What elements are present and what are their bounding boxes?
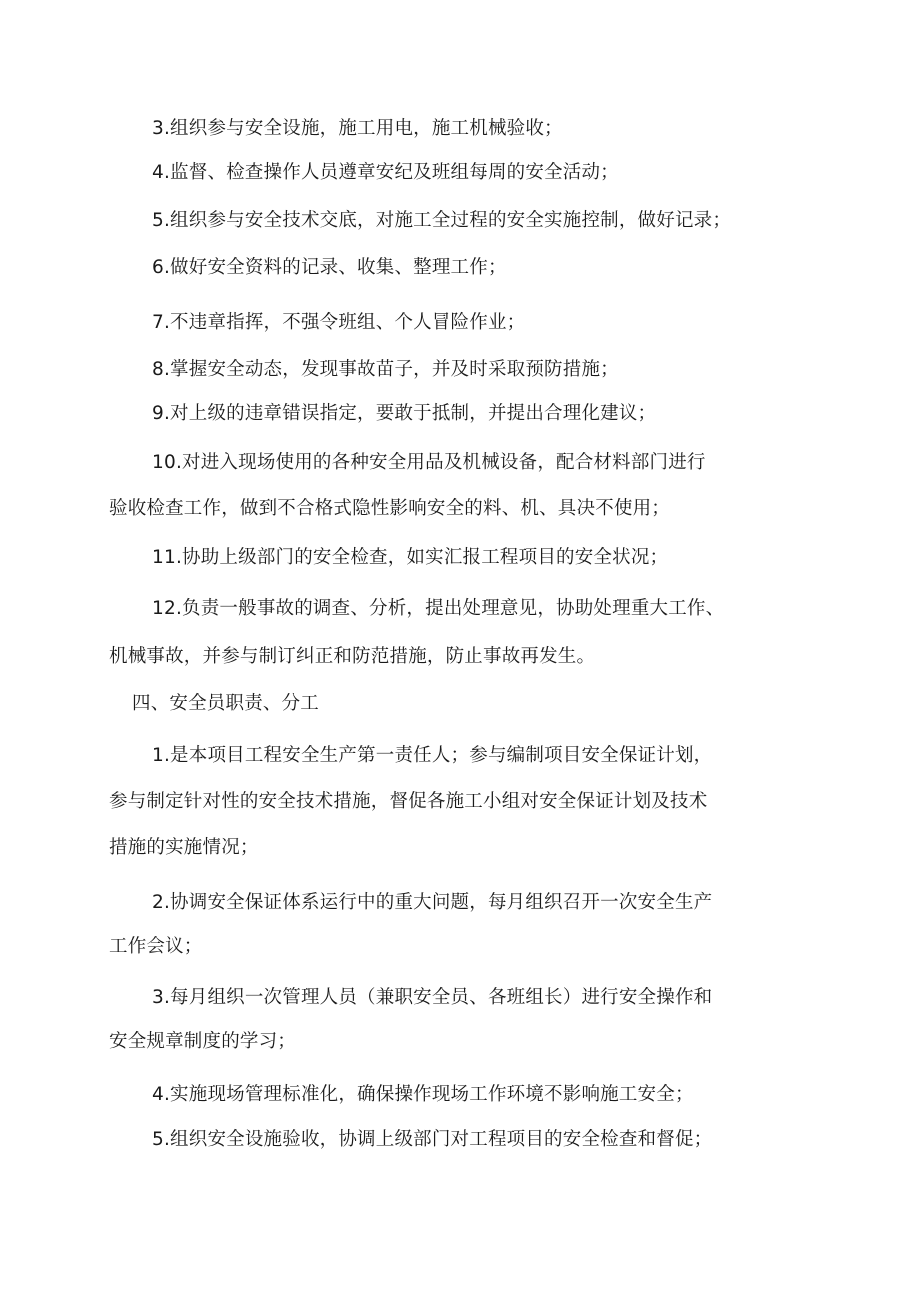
text-line: 3.每月组织一次管理人员（兼职安全员、各班组长）进行安全操作和 <box>152 987 713 1008</box>
text-line: 措施的实施情况； <box>109 837 259 858</box>
text-line: 5.组织参与安全技术交底，对施工全过程的安全实施控制，做好记录； <box>152 210 732 231</box>
text-line: 2.协调安全保证体系运行中的重大问题，每月组织召开一次安全生产 <box>152 892 713 913</box>
text-line: 6.做好安全资料的记录、收集、整理工作； <box>152 257 507 278</box>
text-line: 机械事故，并参与制订纠正和防范措施，防止事故再发生。 <box>109 646 596 667</box>
text-line: 10.对进入现场使用的各种安全用品及机械设备，配合材料部门进行 <box>152 452 706 473</box>
section-heading: 四、安全员职责、分工 <box>132 693 320 714</box>
text-line: 7.不违章指挥，不强令班组、个人冒险作业； <box>152 312 526 333</box>
text-line: 12.负责一般事故的调查、分析，提出处理意见，协助处理重大工作、 <box>152 598 725 619</box>
text-line: 参与制定针对性的安全技术措施，督促各施工小组对安全保证计划及技术 <box>109 791 708 812</box>
text-line: 1.是本项目工程安全生产第一责任人；参与编制项目安全保证计划， <box>152 745 713 766</box>
text-line: 工作会议； <box>109 936 203 957</box>
text-line: 8.掌握安全动态，发现事故苗子，并及时采取预防措施； <box>152 359 619 380</box>
text-line: 4.监督、检查操作人员遵章安纪及班组每周的安全活动； <box>152 162 619 183</box>
text-line: 4.实施现场管理标准化，确保操作现场工作环境不影响施工安全； <box>152 1084 694 1105</box>
text-line: 安全规章制度的学习； <box>109 1031 297 1052</box>
text-line: 验收检查工作，做到不合格式隐性影响安全的料、机、具决不使用； <box>109 498 671 519</box>
text-line: 3.组织参与安全设施，施工用电，施工机械验收； <box>152 118 563 139</box>
text-line: 5.组织安全设施验收，协调上级部门对工程项目的安全检查和督促； <box>152 1129 713 1150</box>
text-line: 9.对上级的违章错误指定，要敢于抵制，并提出合理化建议； <box>152 403 657 424</box>
text-line: 11.协助上级部门的安全检查，如实汇报工程项目的安全状况； <box>152 547 669 568</box>
